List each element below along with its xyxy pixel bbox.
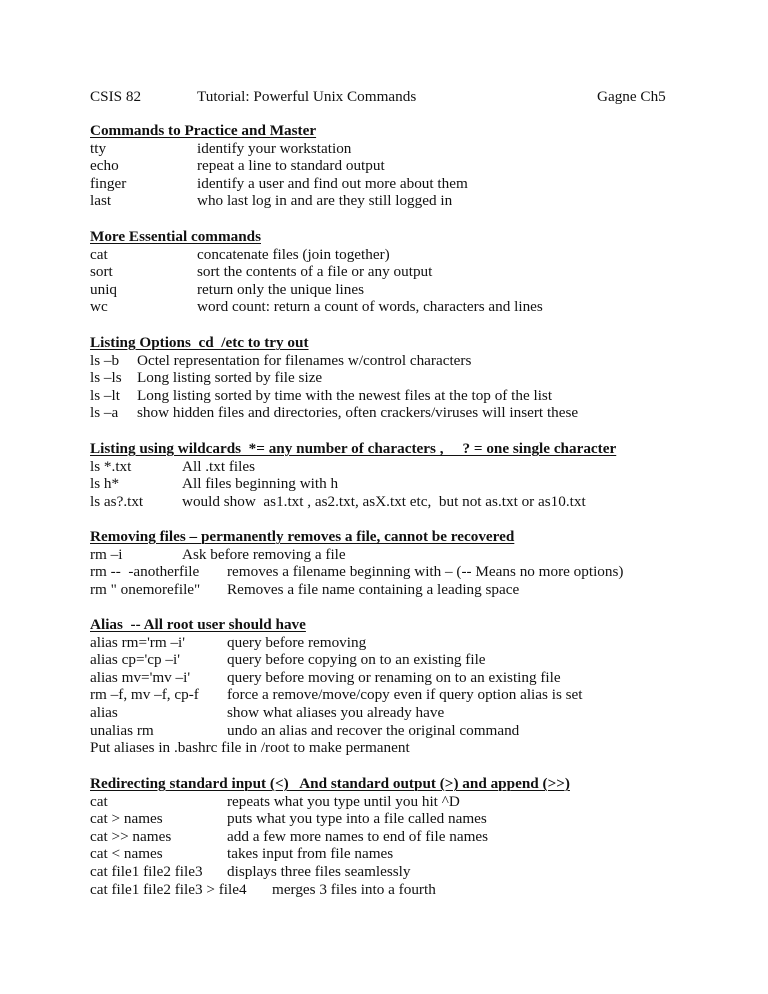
description: force a remove/move/copy even if query option alias is set	[227, 686, 583, 704]
description: Octel representation for filenames w/control characters	[137, 351, 472, 369]
description: takes input from file names	[227, 845, 394, 863]
description: repeats what you type until you hit ^D	[227, 792, 460, 810]
command: cat < names	[90, 845, 163, 863]
chapter-reference: Gagne Ch5	[597, 88, 666, 105]
course-code: CSIS 82	[90, 88, 142, 105]
section-heading-essential: More Essential commands	[90, 228, 261, 245]
command: tty	[90, 139, 107, 157]
description: Long listing sorted by time with the newest files at the top of the list	[137, 386, 553, 404]
description: query before copying on to an existing file	[227, 651, 486, 669]
command: finger	[90, 174, 127, 192]
description: Removes a file name containing a leading space	[227, 580, 520, 598]
description: sort the contents of a file or any output	[197, 263, 433, 281]
document-title: Tutorial: Powerful Unix Commands	[197, 88, 417, 105]
command: unalias rm	[90, 721, 154, 739]
section-heading-alias: Alias -- All root user should have	[90, 616, 306, 633]
command: cat file1 file2 file3 > file4	[90, 880, 247, 898]
command: rm –i	[90, 545, 123, 563]
section-heading-listing-options: Listing Options cd /etc to try out	[90, 334, 309, 351]
command: last	[90, 192, 112, 210]
command: uniq	[90, 280, 118, 298]
command: rm " onemorefile"	[90, 580, 201, 598]
command: ls –lt	[90, 386, 120, 404]
command: ls *.txt	[90, 457, 132, 475]
command: ls as?.txt	[90, 492, 144, 510]
command: ls –b	[90, 351, 120, 369]
description: would show as1.txt , as2.txt, asX.txt etc, but not as.txt or as10.txt	[182, 492, 586, 510]
description: identify your workstation	[197, 139, 352, 157]
description: query before removing	[227, 633, 367, 651]
description: query before moving or renaming on to an existing file	[227, 668, 561, 686]
command: alias mv='mv –i'	[90, 668, 191, 686]
command: cat >> names	[90, 827, 172, 845]
description: who last log in and are they still logged in	[197, 192, 453, 210]
command: sort	[90, 263, 113, 281]
section-heading-redirecting: Redirecting standard input (<) And standard output (>) and append (>>)	[90, 775, 570, 792]
description: All files beginning with h	[182, 475, 339, 493]
command: cat	[90, 245, 108, 263]
command: ls h*	[90, 475, 120, 493]
description: puts what you type into a file called names	[227, 810, 487, 828]
description: repeat a line to standard output	[197, 157, 385, 175]
command: ls –ls	[90, 369, 122, 387]
description: merges 3 files into a fourth	[272, 880, 436, 898]
section-heading-wildcards: Listing using wildcards *= any number of characters , ? = one single character	[90, 440, 617, 457]
section-heading-removing-files: Removing files – permanently removes a file, cannot be recovered	[90, 528, 515, 545]
command: alias rm='rm –i'	[90, 633, 186, 651]
description: show hidden files and directories, often crackers/viruses will insert these	[137, 404, 579, 422]
alias-note: Put aliases in .bashrc file in /root to make permanent	[90, 739, 410, 757]
command: echo	[90, 157, 119, 175]
description: Ask before removing a file	[182, 545, 346, 563]
command: alias cp='cp –i'	[90, 651, 180, 669]
description: return only the unique lines	[197, 280, 365, 298]
command: cat file1 file2 file3	[90, 863, 203, 880]
command: rm –f, mv –f, cp-f	[90, 686, 199, 704]
description: undo an alias and recover the original command	[227, 721, 520, 739]
command: cat	[90, 792, 108, 810]
description: All .txt files	[182, 457, 255, 475]
description: show what aliases you already have	[227, 704, 445, 721]
description: displays three files seamlessly	[227, 863, 411, 880]
description: add a few more names to end of file names	[227, 827, 489, 845]
description: word count: return a count of words, characters and lines	[197, 298, 543, 316]
command: ls –a	[90, 404, 119, 422]
description: removes a filename beginning with – (-- Means no more options)	[227, 563, 624, 581]
command: alias	[90, 704, 118, 721]
command: cat > names	[90, 810, 163, 828]
section-heading-practice: Commands to Practice and Master	[90, 122, 317, 139]
description: identify a user and find out more about them	[197, 174, 468, 192]
command: wc	[90, 298, 108, 316]
description: concatenate files (join together)	[197, 245, 390, 263]
description: Long listing sorted by file size	[137, 369, 323, 387]
command: rm -- -anotherfile	[90, 563, 200, 581]
